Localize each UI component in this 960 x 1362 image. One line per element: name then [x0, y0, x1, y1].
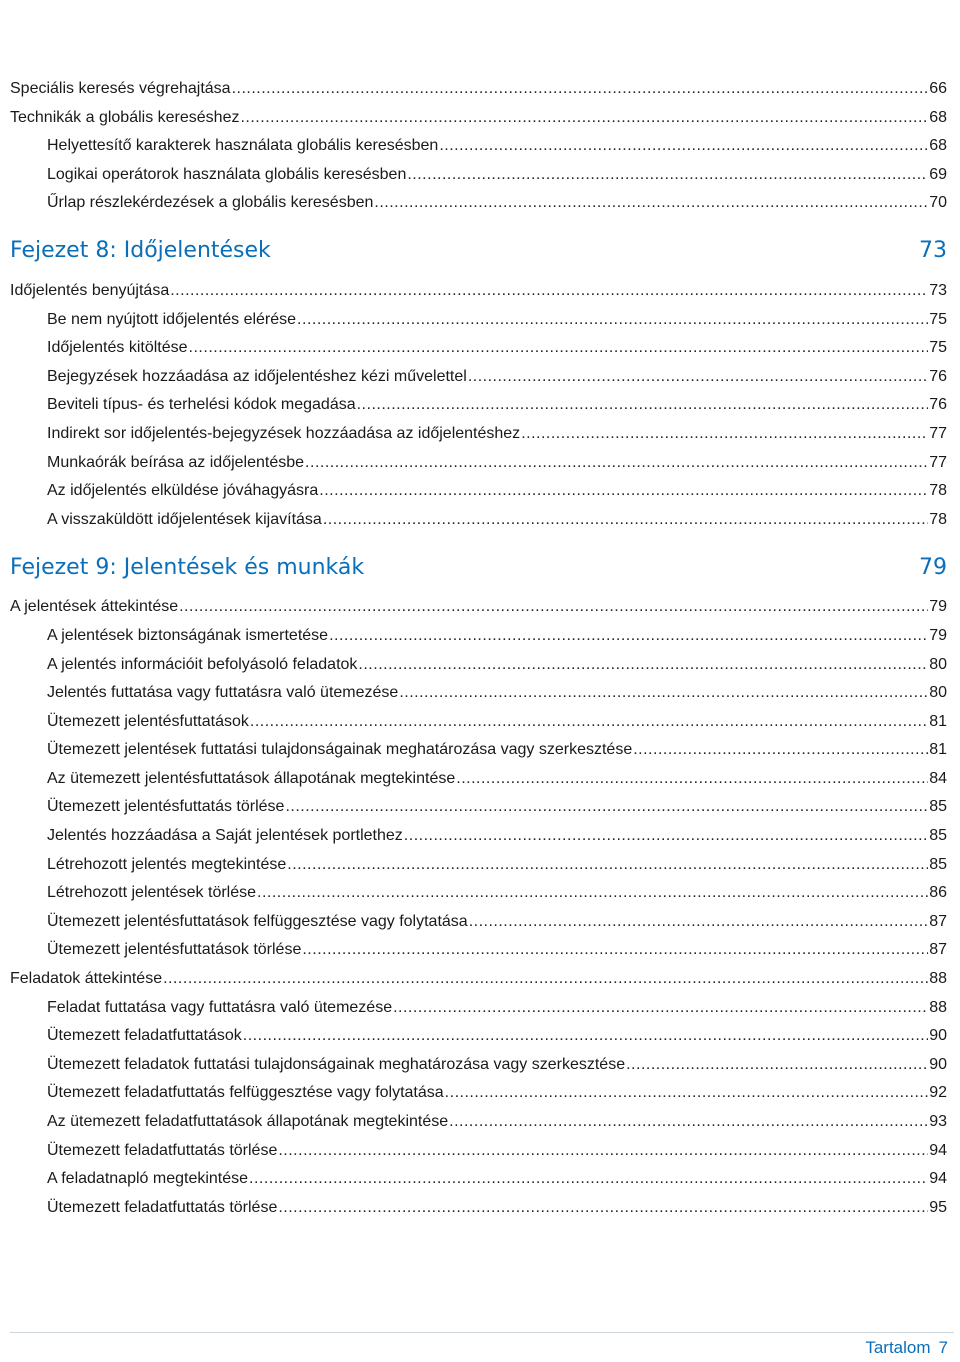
dot-leader [357, 391, 929, 420]
dot-leader [521, 420, 928, 449]
toc-entry-label: Feladat futtatása vagy futtatásra való ütemezése [47, 998, 393, 1016]
toc-entry-label: Ütemezett feladatfuttatás felfüggesztése vagy folytatása [47, 1084, 444, 1102]
footer-section-name: Tartalom [865, 1338, 931, 1357]
toc-entry-label: Jelentés futtatása vagy futtatásra való ütemezése [47, 684, 399, 702]
dot-leader [305, 449, 928, 478]
toc-entry[interactable] [10, 765, 947, 794]
dot-leader [240, 104, 928, 133]
toc-entry-page-number: 85 [929, 855, 947, 873]
toc-entry-page-number: 70 [929, 194, 947, 212]
chapter-page-number: 79 [919, 554, 947, 580]
toc-entry-page-number: 73 [929, 281, 947, 299]
toc-entry-page-number: 87 [929, 912, 947, 930]
toc-entry-page-number: 75 [929, 310, 947, 328]
toc-entry-page-number: 81 [929, 741, 947, 759]
chapter-title: Fejezet 8: Időjelentések [10, 238, 271, 264]
toc-entry[interactable] [10, 161, 947, 190]
toc-entry-page-number: 90 [929, 1055, 947, 1073]
toc-entry[interactable] [10, 363, 947, 392]
toc-entry-page-number: 85 [929, 798, 947, 816]
dot-leader [329, 622, 928, 651]
toc-entry-label: Ütemezett jelentések futtatási tulajdonságainak meghatározása vagy szerkesztése [47, 741, 633, 759]
toc-entry-label: Létrehozott jelentés megtekintése [47, 855, 287, 873]
toc-entry-page-number: 78 [929, 482, 947, 500]
dot-leader [232, 75, 929, 104]
toc-entry[interactable] [10, 189, 947, 218]
dot-leader [285, 793, 928, 822]
toc-entry[interactable] [10, 1079, 947, 1108]
toc-entry-page-number: 68 [929, 108, 947, 126]
toc-entry-page-number: 87 [929, 941, 947, 959]
toc-entry-label: Logikai operátorok használata globális keresésben [47, 165, 407, 183]
toc-entry-label: Ütemezett feladatfuttatás törlése [47, 1141, 278, 1159]
toc-entry[interactable] [10, 132, 947, 161]
toc-entry-page-number: 85 [929, 827, 947, 845]
dot-leader [439, 132, 928, 161]
dot-leader [287, 851, 928, 880]
toc-entry[interactable] [10, 391, 947, 420]
dot-leader [633, 736, 928, 765]
footer-page-number: 7 [938, 1338, 948, 1357]
toc-entry-label: A feladatnapló megtekintése [47, 1170, 249, 1188]
dot-leader [170, 277, 928, 306]
toc-entry-page-number: 90 [929, 1027, 947, 1045]
toc-entry-page-number: 80 [929, 655, 947, 673]
dot-leader [393, 994, 928, 1023]
toc-entry-page-number: 66 [929, 80, 947, 97]
toc-entry-label: Ütemezett jelentésfuttatások [47, 712, 249, 730]
toc-entry-label: Technikák a globális kereséshez [10, 108, 240, 126]
footer-label [857, 1338, 948, 1358]
toc-entry[interactable] [10, 736, 947, 765]
toc-entry-label: Az időjelentés elküldése jóváhagyásra [47, 482, 319, 500]
dot-leader [323, 506, 928, 535]
table-of-contents [10, 75, 947, 1222]
footer-divider [10, 1332, 954, 1333]
toc-entry[interactable] [10, 593, 947, 622]
toc-entry-label: A jelentések biztonságának ismertetése [47, 626, 329, 644]
toc-entry-page-number: 86 [929, 884, 947, 902]
dot-leader [297, 306, 928, 335]
toc-entry-page-number: 79 [929, 598, 947, 616]
toc-entry[interactable] [10, 104, 947, 133]
toc-entry-label: Ütemezett feladatfuttatás törlése [47, 1198, 278, 1216]
toc-section-reports-jobs [10, 593, 947, 1222]
dot-leader [249, 1165, 928, 1194]
toc-entry[interactable] [10, 851, 947, 880]
toc-entry[interactable] [10, 506, 947, 535]
toc-entry-label: Ütemezett feladatok futtatási tulajdonságainak meghatározása vagy szerkesztése [47, 1055, 626, 1073]
dot-leader [278, 1137, 928, 1166]
toc-entry[interactable] [10, 277, 947, 306]
toc-entry-label: Ütemezett jelentésfuttatások törlése [47, 941, 302, 959]
toc-entry[interactable] [10, 306, 947, 335]
page-footer [10, 1332, 954, 1362]
dot-leader [358, 651, 928, 680]
dot-leader [257, 879, 928, 908]
toc-entry[interactable] [10, 334, 947, 363]
toc-entry-label: A jelentések áttekintése [10, 598, 179, 616]
dot-leader [449, 1108, 928, 1137]
toc-entry-label: Beviteli típus- és terhelési kódok megadása [47, 396, 356, 414]
chapter-heading-8[interactable] [10, 232, 947, 270]
chapter-page-number: 73 [919, 238, 947, 264]
dot-leader [243, 1022, 928, 1051]
toc-entry-page-number: 68 [929, 137, 947, 155]
toc-entry-label: Munkaórák beírása az időjelentésbe [47, 453, 305, 471]
toc-entry[interactable] [10, 1022, 947, 1051]
toc-entry-page-number: 77 [929, 453, 947, 471]
toc-entry-page-number: 95 [929, 1198, 947, 1216]
toc-entry[interactable] [10, 793, 947, 822]
toc-entry[interactable] [10, 1051, 947, 1080]
toc-entry[interactable] [10, 477, 947, 506]
toc-entry[interactable] [10, 622, 947, 651]
toc-entry[interactable] [10, 1137, 947, 1166]
toc-entry-page-number: 93 [929, 1113, 947, 1130]
toc-entry-page-number: 77 [929, 424, 947, 442]
toc-entry[interactable] [10, 1108, 947, 1137]
toc-entry-label: Indirekt sor időjelentés-bejegyzések hozzáadása az időjelentéshez [47, 424, 521, 442]
dot-leader [163, 965, 928, 994]
toc-entry-label: Ütemezett jelentésfuttatás törlése [47, 798, 285, 816]
toc-entry-label: Jelentés hozzáadása a Saját jelentések portlethez [47, 827, 403, 845]
toc-entry[interactable] [10, 822, 947, 851]
toc-section-search [10, 75, 947, 218]
toc-entry-page-number: 75 [929, 339, 947, 357]
dot-leader [456, 765, 928, 794]
dot-leader [399, 679, 928, 708]
toc-entry[interactable] [10, 679, 947, 708]
toc-entry-label: Helyettesítő karakterek használata globális keresésben [47, 137, 439, 155]
dot-leader [374, 189, 928, 218]
toc-entry-label: Űrlap részlekérdezések a globális keresésben [47, 194, 374, 212]
dot-leader [189, 334, 929, 363]
toc-entry-page-number: 80 [929, 684, 947, 702]
toc-entry-page-number: 76 [929, 367, 947, 385]
toc-entry-label: A visszaküldött időjelentések kijavítása [47, 510, 322, 528]
toc-entry-label: Bejegyzések hozzáadása az időjelentéshez kézi művelettel [47, 367, 467, 385]
toc-entry[interactable] [10, 651, 947, 680]
dot-leader [250, 708, 928, 737]
toc-entry[interactable] [10, 994, 947, 1023]
toc-entry[interactable] [10, 1194, 947, 1223]
toc-entry-label: Az ütemezett feladatfuttatások állapotának megtekintése [47, 1113, 449, 1130]
toc-entry-page-number: 81 [929, 712, 947, 730]
toc-entry-page-number: 78 [929, 510, 947, 528]
dot-leader [469, 908, 929, 937]
toc-entry-label: Ütemezett feladatfuttatások [47, 1027, 242, 1045]
toc-entry[interactable] [10, 708, 947, 737]
chapter-heading-9[interactable] [10, 548, 947, 586]
toc-entry[interactable] [10, 879, 947, 908]
toc-entry-page-number: 92 [929, 1084, 947, 1102]
toc-entry-label: Időjelentés kitöltése [47, 339, 188, 357]
dot-leader [626, 1051, 928, 1080]
dot-leader [407, 161, 928, 190]
toc-entry-label: Létrehozott jelentések törlése [47, 884, 257, 902]
toc-entry-page-number: 88 [929, 970, 947, 988]
toc-entry-page-number: 94 [929, 1141, 947, 1159]
toc-entry[interactable] [10, 908, 947, 937]
dot-leader [468, 363, 928, 392]
toc-entry-page-number: 84 [929, 769, 947, 787]
toc-entry[interactable] [10, 965, 947, 994]
toc-entry-page-number: 76 [929, 396, 947, 414]
dot-leader [404, 822, 928, 851]
toc-entry-label: Az ütemezett jelentésfuttatások állapotának megtekintése [47, 769, 456, 787]
toc-entry-label: Ütemezett jelentésfuttatások felfüggesztése vagy folytatása [47, 912, 468, 930]
toc-entry-label: A jelentés információit befolyásoló feladatok [47, 655, 358, 673]
dot-leader [302, 936, 928, 965]
dot-leader [445, 1079, 929, 1108]
toc-entry-label: Speciális keresés végrehajtása [10, 80, 231, 97]
chapter-title: Fejezet 9: Jelentések és munkák [10, 554, 365, 580]
dot-leader [278, 1194, 928, 1223]
toc-entry[interactable] [10, 1165, 947, 1194]
toc-entry[interactable] [10, 420, 947, 449]
toc-entry-label: Be nem nyújtott időjelentés elérése [47, 310, 297, 328]
toc-entry-page-number: 69 [929, 165, 947, 183]
toc-entry[interactable] [10, 75, 947, 104]
toc-entry-page-number: 88 [929, 998, 947, 1016]
dot-leader [319, 477, 928, 506]
toc-entry-page-number: 94 [929, 1170, 947, 1188]
toc-entry[interactable] [10, 936, 947, 965]
dot-leader [179, 593, 928, 622]
toc-entry-page-number: 79 [929, 626, 947, 644]
toc-entry[interactable] [10, 449, 947, 478]
toc-section-timesheets [10, 277, 947, 534]
toc-entry-label: Időjelentés benyújtása [10, 281, 170, 299]
toc-entry-label: Feladatok áttekintése [10, 970, 163, 988]
